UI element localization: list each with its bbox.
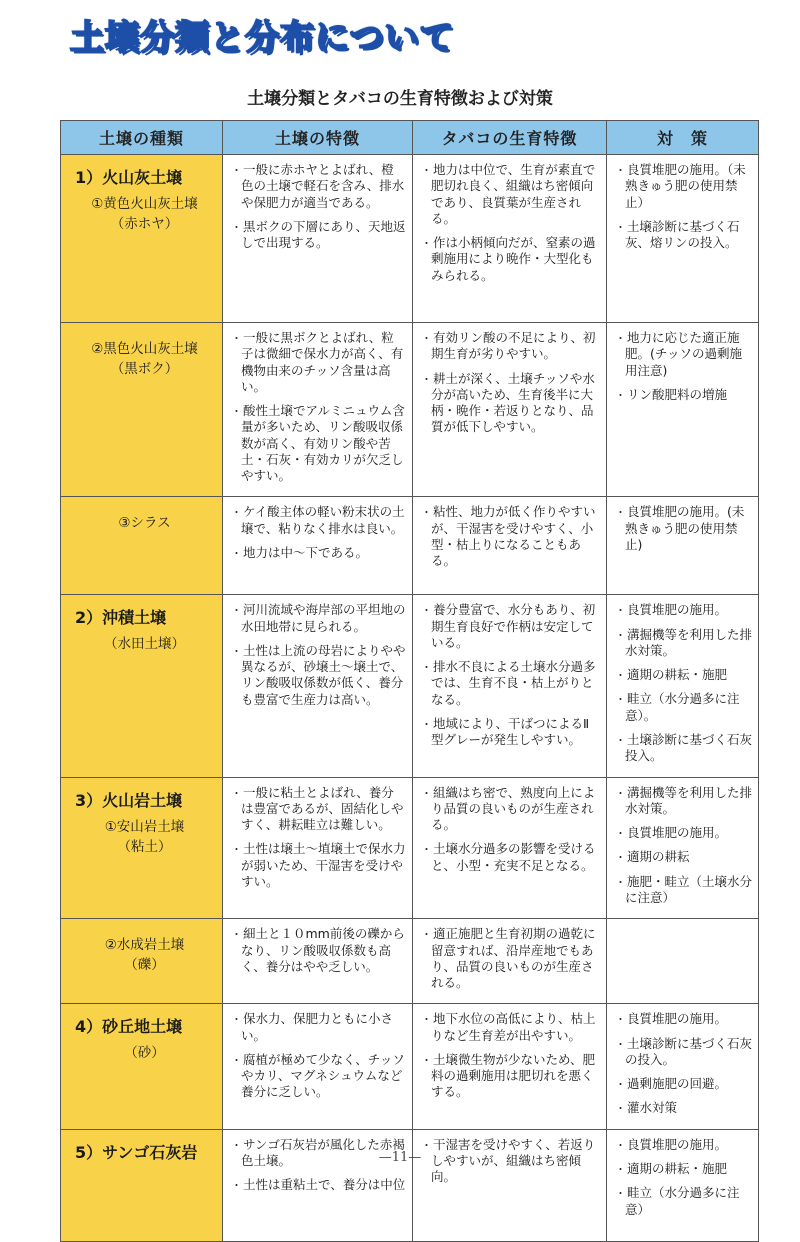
measures-cell	[607, 155, 759, 323]
growth-cell	[413, 497, 607, 595]
soil-type-cell	[61, 155, 223, 323]
features-item: ・ 土性は壌土～埴壌土で保水力が弱いため、干湿害を受けやすい。	[229, 841, 406, 890]
measures-item: ・ 良質堆肥の施用。(未熟きゅう肥の使用禁止)	[613, 504, 752, 553]
growth-item: ・ 組織はち密で、熟度向上により品質の良いものが生産される。	[419, 785, 600, 834]
table-row	[61, 777, 759, 919]
measures-cell	[607, 1004, 759, 1129]
features-item: ・ サンゴ石灰岩が風化した赤褐色土壌。	[229, 1137, 406, 1170]
growth-cell	[413, 777, 607, 919]
growth-item: ・ 粘性、地力が低く作りやすいが、干湿害を受けやすく、小型・枯上りになることもある。	[419, 504, 600, 569]
measures-item: ・ 過剰施肥の回避。	[613, 1076, 752, 1092]
table-row	[61, 1129, 759, 1241]
growth-cell	[413, 595, 607, 777]
features-cell	[223, 595, 413, 777]
measures-item: ・ 良質堆肥の施用。（未熟きゅう肥の使用禁止）	[613, 162, 752, 211]
measures-cell	[607, 919, 759, 1004]
measures-item: ・ 良質堆肥の施用。	[613, 1011, 752, 1027]
header-soil-features: 土壌の特徴	[223, 121, 413, 155]
soil-type-sub: ①安山岩土壌	[104, 818, 185, 835]
growth-item: ・ 地力は中位で、生育が素直で肥切れ良く、組織はち密傾向であり、良質葉が生産される。	[419, 162, 600, 227]
growth-item: ・ 有効リン酸の不足により、初期生育が劣りやすい。	[419, 330, 600, 363]
growth-cell	[413, 1004, 607, 1129]
soil-type-sub: （粘土）	[117, 838, 172, 855]
features-item: ・ 河川流域や海岸部の平坦地の水田地帯に見られる。	[229, 602, 406, 635]
soil-type-sub: （水田土壌）	[104, 636, 185, 653]
soil-type-sub: （礫）	[124, 957, 165, 974]
soil-type-sub: ①黄色火山灰土壌	[91, 196, 198, 212]
page-number: —11—	[378, 1150, 422, 1165]
soil-type-main: 3）火山岩土壌	[75, 790, 183, 810]
measures-item: ・ 土壌診断に基づく石灰の投入。	[613, 1036, 752, 1069]
features-cell	[223, 1129, 413, 1241]
features-cell	[223, 1004, 413, 1129]
features-item: ・ 細土と１０mm前後の礫からなり、リン酸吸収係数も高く、養分はやや乏しい。	[229, 926, 406, 975]
features-cell	[223, 323, 413, 497]
table-row	[61, 497, 759, 595]
soil-type-cell	[61, 777, 223, 919]
measures-cell	[607, 777, 759, 919]
growth-cell	[413, 919, 607, 1004]
measures-item: ・ 良質堆肥の施用。	[613, 602, 752, 618]
soil-type-sub: （黒ボク）	[110, 361, 179, 377]
measures-item: ・ 施肥・畦立（土壌水分に注意）	[613, 874, 752, 907]
soil-type-cell	[61, 595, 223, 777]
growth-item: ・ 養分豊富で、水分もあり、初期生育良好で作柄は安定している。	[419, 602, 600, 651]
soil-type-main: 1）火山灰土壌	[75, 168, 183, 187]
features-item: ・ 酸性土壌でアルミニュウム含量が多いため、リン酸吸収係数が高く、有効リン酸や苦土・石灰・有効カリが欠乏しやすい。	[229, 403, 406, 484]
features-cell	[223, 497, 413, 595]
soil-type-cell	[61, 323, 223, 497]
features-cell	[223, 919, 413, 1004]
features-item: ・ 一般に粘土とよばれ、養分は豊富であるが、固結化しやすく、耕耘畦立は難しい。	[229, 785, 406, 834]
soil-type-main: 2）沖積土壌	[75, 608, 167, 628]
features-cell	[223, 777, 413, 919]
table-row	[61, 919, 759, 1004]
features-item: ・ 腐植が極めて少なく、チッソやカリ、マグネシュウムなど養分に乏しい。	[229, 1052, 406, 1101]
table-row	[61, 1004, 759, 1129]
measures-cell	[607, 595, 759, 777]
soil-type-cell	[61, 1129, 223, 1241]
features-cell	[223, 155, 413, 323]
features-item: ・ 土性は重粘土で、養分は中位	[229, 1177, 406, 1193]
measures-item: ・ リン酸肥料の増施	[613, 387, 752, 403]
growth-item: ・ 地域により、干ばつによるⅡ型グレーが発生しやすい。	[419, 716, 600, 749]
table-row	[61, 155, 759, 323]
table-row	[61, 323, 759, 497]
header-tobacco-growth: タバコの生育特徴	[413, 121, 607, 155]
page-title: 土壌分類と分布について	[70, 18, 455, 58]
growth-cell	[413, 155, 607, 323]
measures-item: ・ 畦立（水分過多に注意）	[613, 1185, 752, 1218]
measures-item: ・ 適期の耕耘	[613, 849, 752, 865]
growth-item: ・ 排水不良による土壌水分過多では、生育不良・枯上がりとなる。	[419, 659, 600, 708]
growth-cell	[413, 1129, 607, 1241]
measures-cell	[607, 323, 759, 497]
growth-item: ・ 耕土が深く、土壌チッソや水分が高いため、生育後半に大柄・晩作・若返りとなり、品質が低下しやすい。	[419, 371, 600, 436]
measures-item: ・ 溝掘機等を利用した排水対策。	[613, 785, 752, 818]
growth-item: ・ 適正施肥と生育初期の過乾に留意すれば、沿岸産地でもあり、品質の良いものが生産される。	[419, 926, 600, 991]
soil-type-sub: ②黒色火山灰土壌	[91, 341, 198, 357]
header-measures: 対 策	[607, 121, 759, 155]
features-item: ・ 保水力、保肥力ともに小さい。	[229, 1011, 406, 1044]
features-item: ・ 黒ボクの下層にあり、天地返しで出現する。	[229, 219, 406, 252]
measures-item: ・ 畦立（水分過多に注意）。	[613, 691, 752, 724]
measures-item: ・ 地力に応じた適正施肥。(チッソの過剰施用注意)	[613, 330, 752, 379]
table-row	[61, 595, 759, 777]
features-item: ・ ケイ酸主体の軽い粉末状の土壌で、粘りなく排水は良い。	[229, 504, 406, 537]
table-header-row	[61, 121, 759, 155]
measures-item: ・ 適期の耕耘・施肥	[613, 1161, 752, 1177]
soil-type-cell	[61, 1004, 223, 1129]
measures-item: ・ 適期の耕耘・施肥	[613, 667, 752, 683]
soil-type-main: 5）サンゴ石灰岩	[75, 1142, 198, 1162]
measures-item: ・ 灌水対策	[613, 1100, 752, 1116]
features-item: ・ 一般に黒ボクとよばれ、粒子は微細で保水力が高く、有機物由来のチッソ含量は高い。	[229, 330, 406, 395]
measures-item: ・ 土壌診断に基づく石灰投入。	[613, 732, 752, 765]
measures-item: ・ 良質堆肥の施用。	[613, 825, 752, 841]
measures-cell	[607, 497, 759, 595]
growth-item: ・ 土壌微生物が少ないため、肥料の過剰施用は肥切れを悪くする。	[419, 1052, 600, 1101]
table-caption: 土壌分類とタバコの生育特徴および対策	[247, 89, 553, 109]
soil-table	[60, 120, 759, 1242]
soil-type-sub: （赤ホヤ）	[110, 216, 179, 232]
growth-item: ・ 干湿害を受けやすく、若返りしやすいが、組織はち密傾向。	[419, 1137, 600, 1186]
measures-item: ・ 溝掘機等を利用した排水対策。	[613, 627, 752, 660]
soil-type-main: 4）砂丘地土壌	[75, 1017, 183, 1037]
features-item: ・ 土性は上流の母岩によりやや異なるが、砂壌土～壌土で、リン酸吸収係数が低く、養分も豊富で生産力は高い。	[229, 643, 406, 708]
growth-cell	[413, 323, 607, 497]
growth-item: ・ 地下水位の高低により、枯上りなど生育差が出やすい。	[419, 1011, 600, 1044]
soil-type-sub: （砂）	[124, 1045, 165, 1062]
soil-type-cell	[61, 497, 223, 595]
measures-cell	[607, 1129, 759, 1241]
soil-type-sub: ②水成岩土壌	[104, 937, 185, 954]
measures-item: ・ 良質堆肥の施用。	[613, 1137, 752, 1153]
header-soil-type: 土壌の種類	[61, 121, 223, 155]
growth-item: ・ 土壌水分過多の影響を受けると、小型・充実不足となる。	[419, 841, 600, 874]
growth-item: ・ 作は小柄傾向だが、窒素の過剰施用により晩作・大型化もみられる。	[419, 235, 600, 284]
features-item: ・ 一般に赤ホヤとよばれ、橙色の土壌で軽石を含み、排水や保肥力が適当である。	[229, 162, 406, 211]
features-item: ・ 地力は中～下である。	[229, 545, 406, 561]
soil-type-sub: ③シラス	[118, 515, 171, 532]
measures-item: ・ 土壌診断に基づく石灰、熔リンの投入。	[613, 219, 752, 252]
soil-type-cell	[61, 919, 223, 1004]
